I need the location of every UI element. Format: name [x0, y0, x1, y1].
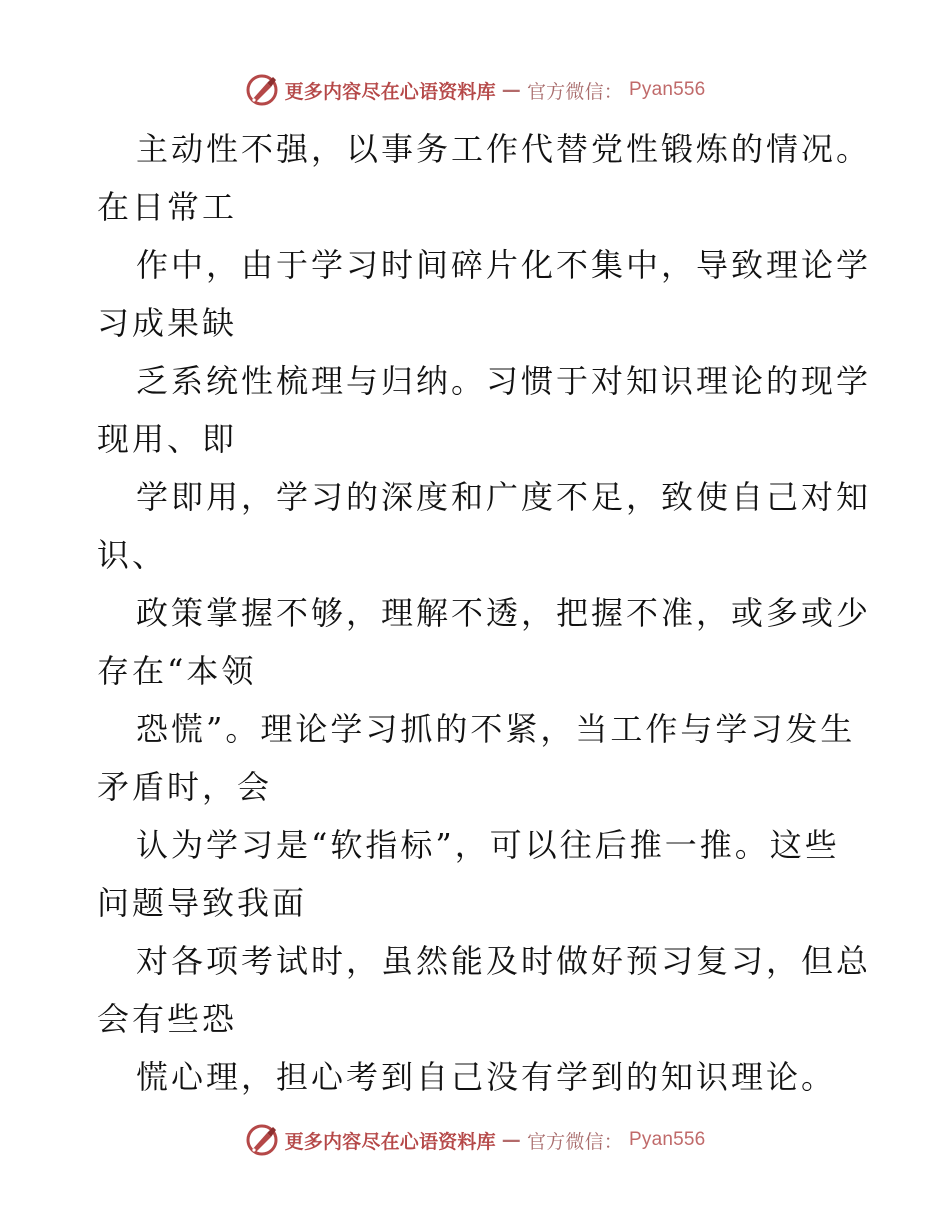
paragraph-line: 作中，由于学习时间碎片化不集中，导致理论学 — [136, 246, 872, 284]
paragraph-line: 乏系统性梳理与归纳。习惯于对知识理论的现学 — [136, 362, 872, 400]
paragraph — [0, 120, 950, 236]
pen-logo-icon — [245, 73, 279, 107]
watermark-brand: 更多内容尽在心语资料库 — [284, 1130, 496, 1153]
watermark-brand: 更多内容尽在心语资料库 — [284, 80, 496, 103]
paragraph-line: 习成果缺 — [97, 304, 238, 342]
watermark-separator: — — [501, 1129, 521, 1151]
paragraph-line: 学即用，学习的深度和广度不足，致使自己对知 — [136, 478, 872, 516]
header-watermark — [0, 72, 950, 108]
watermark-wechat-id: Pyan556 — [629, 79, 706, 100]
paragraph-line: 问题导致我面 — [97, 884, 308, 922]
paragraph-line: 识、 — [97, 536, 168, 574]
paragraph-line: 存在“本领 — [97, 652, 257, 690]
paragraph-line: 现用、即 — [97, 420, 238, 458]
paragraph-line: 对各项考试时，虽然能及时做好预习复习，但总 — [136, 942, 872, 980]
paragraph-line: 会有些恐 — [97, 1000, 238, 1038]
paragraph-line: 恐慌”。理论学习抓的不紧，当工作与学习发生 — [136, 710, 856, 748]
paragraph-line: 认为学习是“软指标”，可以往后推一推。这些 — [136, 826, 840, 864]
paragraph-line: 矛盾时，会 — [97, 768, 273, 806]
watermark-separator: — — [501, 79, 521, 101]
paragraph — [0, 700, 950, 816]
footer-watermark — [0, 1122, 950, 1158]
pen-logo-icon — [245, 1123, 279, 1157]
paragraph — [0, 352, 950, 468]
watermark-official-label: 官方微信： — [526, 1130, 623, 1153]
watermark-wechat-id: Pyan556 — [629, 1129, 706, 1150]
paragraph — [0, 816, 950, 932]
paragraph — [0, 584, 950, 700]
paragraph — [0, 1048, 950, 1106]
paragraph — [0, 468, 950, 584]
document-body — [0, 120, 950, 1106]
paragraph-line: 政策掌握不够，理解不透，把握不准，或多或少 — [136, 594, 872, 632]
paragraph-line: 慌心理，担心考到自己没有学到的知识理论。 — [136, 1058, 837, 1096]
watermark-official-label: 官方微信： — [526, 80, 623, 103]
paragraph — [0, 236, 950, 352]
paragraph — [0, 932, 950, 1048]
paragraph-line: 在日常工 — [97, 188, 238, 226]
paragraph-line: 主动性不强，以事务工作代替党性锻炼的情况。 — [136, 130, 872, 168]
